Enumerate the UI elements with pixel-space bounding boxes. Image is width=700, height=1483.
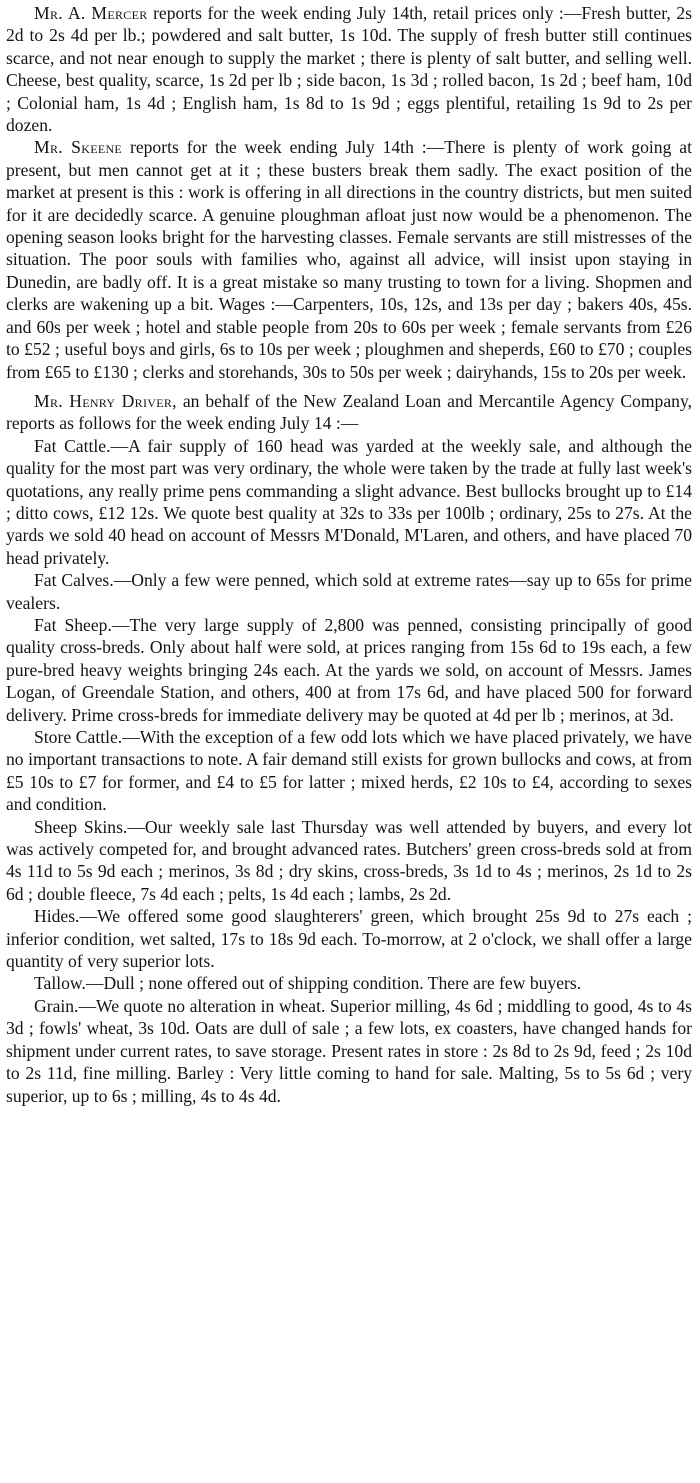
section-fat-cattle: Fat Cattle.—A fair supply of 160 head was yarded at the weekly sale, and although the quality for the most part was very ordinary, the whole were taken by the trade at fully last week's quotations, any really prime pens commanding a slight advance. Best bullocks brought up to £14 ; ditto cows, £12 12s. We quote best quality at 32s to 33s per 100lb ; ordinary, 25s to 27s. At the yards we sold 40 head on account of Messrs M'Donald, M'Laren, and others, and have placed 70 head privately. [6,435,692,568]
mercer-report-text: reports for the week ending July 14th, retail prices only :—Fresh butter, 2s 2d to 2s 4d per lb.; powdered and salt butter, 1s 10d. The supply of fresh butter still continues scarce, and not near enough to supply the market ; there is plenty of salt butter, and selling well. Cheese, best quality, scarce, 1s 2d per lb ; side bacon, 1s 3d ; rolled bacon, 1s 2d ; beef ham, 10d ; Colonial ham, 1s 4d ; English ham, 1s 8d to 1s 9d ; eggs plentiful, retailing 1s 9d to 2s per dozen. [6,3,692,136]
section-hides: Hides.—We offered some good slaughterers' green, which brought 25s 9d to 27s each ; inferior condition, wet salted, 17s to 18s 9d each. To-morrow, at 2 o'clock, we shall offer a large quantity of very superior lots. [6,906,692,972]
driver-report-intro [6,390,692,435]
reporter-name-mercer: Mr. A. Mercer [34,3,148,23]
section-store-cattle: Store Cattle.—With the exception of a few odd lots which we have placed privately, we have no important transactions to note. A fair demand still exists for grown bullocks and cows, at from £5 10s to £7 for former, and £4 to £5 for latter ; mixed herds, £2 10s to £4, according to sexes and condition. [6,727,692,815]
section-fat-calves: Fat Calves.—Only a few were penned, which sold at extreme rates—say up to 65s for prime vealers. [6,570,692,613]
skeene-report [6,136,692,382]
mercer-report [6,2,692,136]
section-sheep-skins: Sheep Skins.—Our weekly sale last Thursday was well attended by buyers, and every lot was actively competed for, and brought advanced rates. Butchers' green cross-breds sold at from 4s 11d to 5s 9d each ; merinos, 3s 8d ; dry skins, cross-breds, 3s 1d to 4s ; merinos, 2s 1d to 2s 6d ; double fleece, 7s 4d each ; pelts, 1s 4d each ; lambs, 2s 2d. [6,816,692,904]
reporter-name-skeene: Mr. Skeene [34,137,123,158]
section-tallow: Tallow.—Dull ; none offered out of shipping condition. There are few buyers. [34,973,582,994]
reporter-name-driver: Mr. Henry Driver, [34,390,177,411]
section-grain: Grain.—We quote no alteration in wheat. Superior milling, 4s 6d ; middling to good, 4s to 4s 3d ; fowls' wheat, 3s 10d. Oats are dull of sale ; a few lots, ex coasters, have changed hands for shipment under current rates, to save storage. Present rates in store : 2s 8d to 2s 9d, feed ; 2s 10d to 2s 11d, fine milling. Barley : Very little coming to hand for sale. Malting, 5s to 5s 6d ; very superior, up to 6s ; milling, 4s to 4s 4d. [6,995,692,1106]
skeene-report-text: reports for the week ending July 14th :—There is plenty of work going at present, but men cannot get at it ; these busters break them sadly. The exact position of the market at present is this : work is offering in all directions in the country districts, but men suited for it are decidedly scarce. A genuine ploughman afloat just now would be a phenomenon. The opening season looks bright for the harvesting classes. Female servants are still mistresses of the situation. The poor souls with families who, against all advice, will insist upon staying in Dunedin, are badly off. It is a great mistake so many trusting to town for a living. Shopmen and clerks are wakening up a bit. Wages :—Carpenters, 10s, 12s, and 13s per day ; bakers 40s, 45s. and 60s per week ; hotel and stable people from 20s to 60s per week ; female servants from £26 to £52 ; useful boys and girls, 6s to 10s per week ; ploughmen and sheperds, £60 to £70 ; couples from £65 to £130 ; clerks and storehands, 30s to 50s per week ; dairyhands, 15s to 20s per week. [6,137,692,382]
driver-report-text: an behalf of the New Zealand Loan and Mercantile Agency Company, reports as follows for the week ending July 14 :— [6,390,692,434]
section-fat-sheep: Fat Sheep.—The very large supply of 2,800 was penned, consisting principally of good quality cross-breds. Only about half were sold, at prices ranging from 15s 6d to 19s each, a few pure-bred heavy weights bringing 24s each. At the yards we sold, on account of Messrs. James Logan, of Greendale Station, and others, 400 at from 17s 6d, and have placed 500 for forward delivery. Prime cross-breds for immediate delivery may be quoted at 4d per lb ; merinos, at 3d. [6,614,692,725]
